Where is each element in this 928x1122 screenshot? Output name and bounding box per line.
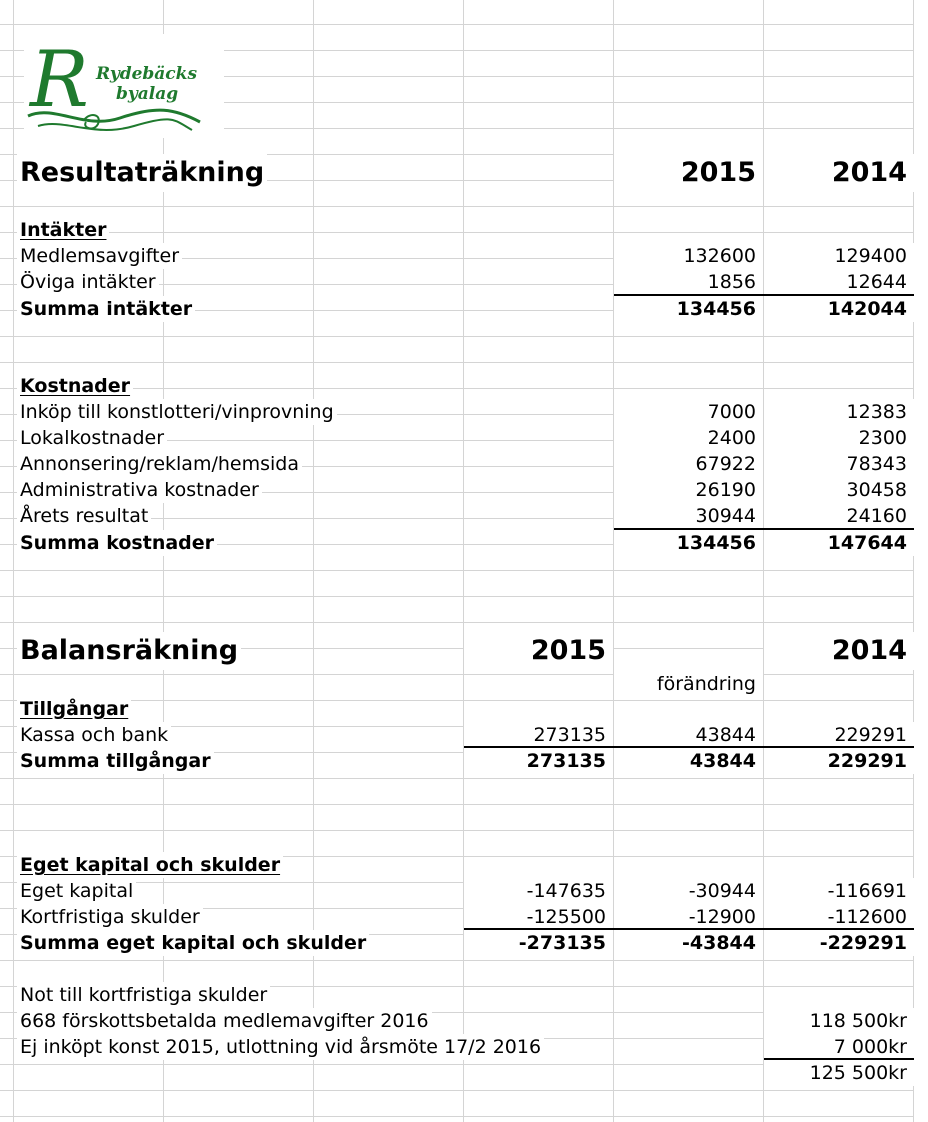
grid-row-line bbox=[0, 206, 914, 207]
tillgangar-sum-2014: 229291 bbox=[764, 748, 914, 774]
grid-row-line bbox=[0, 830, 914, 831]
eget-sum-2015: -273135 bbox=[464, 930, 613, 956]
tillgangar-sum-2015: 273135 bbox=[464, 748, 613, 774]
intakter-sum-2014: 142044 bbox=[764, 296, 914, 322]
intakter-row-2015: 1856 bbox=[614, 269, 763, 295]
kostnader-row-2015: 30944 bbox=[614, 503, 763, 529]
eget-sum-change: -43844 bbox=[614, 930, 763, 956]
grid-row-line bbox=[0, 674, 914, 675]
grid-row-line bbox=[0, 232, 914, 233]
notes-heading: Not till kortfristiga skulder bbox=[17, 982, 270, 1008]
kostnader-heading: Kostnader bbox=[17, 373, 133, 399]
grid-row-line bbox=[0, 778, 914, 779]
grid-row-line bbox=[0, 596, 914, 597]
kostnader-sum-2015: 134456 bbox=[614, 530, 763, 556]
grid-row-line bbox=[0, 1090, 914, 1091]
intakter-sum-2015: 134456 bbox=[614, 296, 763, 322]
kostnader-sum-2014: 147644 bbox=[764, 530, 914, 556]
resultat-col-2015: 2015 bbox=[614, 154, 763, 192]
eget-row-2014: -116691 bbox=[764, 878, 914, 904]
logo-text-line1: Rydebäcks bbox=[96, 64, 198, 84]
kostnader-row-label: Annonsering/reklam/hemsida bbox=[17, 451, 302, 477]
grid-row-line bbox=[0, 388, 914, 389]
notes-total: 125 500kr bbox=[764, 1060, 914, 1086]
note-row-value: 7 000kr bbox=[764, 1034, 914, 1060]
intakter-row-2014: 129400 bbox=[764, 243, 914, 269]
grid-column-line bbox=[13, 0, 14, 1122]
grid-row-line bbox=[0, 1116, 914, 1117]
eget-row-change: -12900 bbox=[614, 904, 763, 930]
note-row-label: Ej inköpt konst 2015, utlottning vid årsmöte 17/2 2016 bbox=[17, 1034, 544, 1060]
grid-row-line bbox=[0, 570, 914, 571]
balans-title: Balansräkning bbox=[17, 632, 241, 670]
kostnader-row-2014: 78343 bbox=[764, 451, 914, 477]
eget-row-change: -30944 bbox=[614, 878, 763, 904]
eget-row-2015: -147635 bbox=[464, 878, 613, 904]
eget-heading: Eget kapital och skulder bbox=[17, 852, 283, 878]
intakter-row-label: Medlemsavgifter bbox=[17, 243, 182, 269]
tillgangar-row-label: Kassa och bank bbox=[17, 722, 171, 748]
eget-sum-label: Summa eget kapital och skulder bbox=[17, 930, 369, 956]
grid-row-line bbox=[0, 24, 914, 25]
intakter-sum-label: Summa intäkter bbox=[17, 296, 195, 322]
intakter-heading: Intäkter bbox=[17, 217, 109, 243]
tillgangar-row-2015: 273135 bbox=[464, 722, 613, 748]
eget-sum-2014: -229291 bbox=[764, 930, 914, 956]
kostnader-row-2015: 2400 bbox=[614, 425, 763, 451]
tillgangar-heading: Tillgångar bbox=[17, 696, 131, 722]
grid-row-line bbox=[0, 960, 914, 961]
eget-row-label: Kortfristiga skulder bbox=[17, 904, 203, 930]
kostnader-row-label: Administrativa kostnader bbox=[17, 477, 262, 503]
tillgangar-sum-change: 43844 bbox=[614, 748, 763, 774]
note-row-value: 118 500kr bbox=[764, 1008, 914, 1034]
resultat-col-2014: 2014 bbox=[764, 154, 914, 192]
kostnader-row-2015: 26190 bbox=[614, 477, 763, 503]
grid-row-line bbox=[0, 336, 914, 337]
intakter-row-label: Öviga intäkter bbox=[17, 269, 159, 295]
balans-col-2015: 2015 bbox=[464, 632, 613, 670]
kostnader-row-2014: 30458 bbox=[764, 477, 914, 503]
intakter-row-2015: 132600 bbox=[614, 243, 763, 269]
eget-row-2015: -125500 bbox=[464, 904, 613, 930]
resultat-title: Resultaträkning bbox=[17, 154, 267, 192]
tillgangar-row-change: 43844 bbox=[614, 722, 763, 748]
balans-col-change: förändring bbox=[614, 671, 763, 697]
rydebacks-byalag-logo bbox=[24, 34, 224, 138]
eget-row-2014: -112600 bbox=[764, 904, 914, 930]
kostnader-row-label: Inköp till konstlotteri/vinprovning bbox=[17, 399, 337, 425]
kostnader-sum-label: Summa kostnader bbox=[17, 530, 217, 556]
kostnader-row-2015: 7000 bbox=[614, 399, 763, 425]
kostnader-row-2014: 24160 bbox=[764, 503, 914, 529]
note-row-label: 668 förskottsbetalda medlemavgifter 2016 bbox=[17, 1008, 432, 1034]
grid-row-line bbox=[0, 804, 914, 805]
grid-row-line bbox=[0, 362, 914, 363]
tillgangar-sum-label: Summa tillgångar bbox=[17, 748, 214, 774]
intakter-row-2014: 12644 bbox=[764, 269, 914, 295]
tillgangar-row-2014: 229291 bbox=[764, 722, 914, 748]
balans-col-2014: 2014 bbox=[764, 632, 914, 670]
kostnader-row-2015: 67922 bbox=[614, 451, 763, 477]
svg-text:R: R bbox=[30, 35, 89, 125]
kostnader-row-2014: 2300 bbox=[764, 425, 914, 451]
kostnader-row-label: Lokalkostnader bbox=[17, 425, 167, 451]
grid-row-line bbox=[0, 700, 914, 701]
logo-text-line2: byalag bbox=[116, 84, 179, 104]
kostnader-row-label: Årets resultat bbox=[17, 503, 151, 529]
grid-row-line bbox=[0, 622, 914, 623]
eget-row-label: Eget kapital bbox=[17, 878, 136, 904]
kostnader-row-2014: 12383 bbox=[764, 399, 914, 425]
